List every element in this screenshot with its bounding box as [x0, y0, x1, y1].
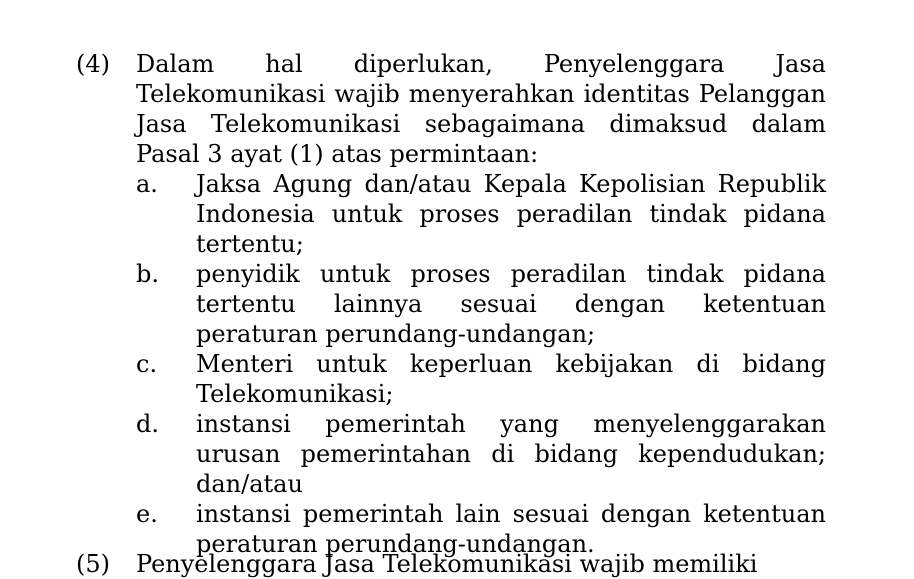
list-text: penyidik untuk proses peradilan tindak pidana tertentu lainnya sesuai dengan ketentuan peraturan perundang-undangan;: [196, 260, 826, 348]
list-text: instansi pemerintah lain sesuai dengan ketentuan peraturan perundang-undangan.: [196, 500, 826, 558]
list-item-b: [136, 259, 826, 349]
list-item-d: [136, 409, 826, 499]
next-clause-number: (5): [76, 550, 110, 578]
list-letter: e.: [136, 500, 158, 528]
list-text: Menteri untuk keperluan kebijakan di bidang Telekomunikasi;: [196, 350, 826, 408]
list-letter: a.: [136, 170, 158, 198]
list-letter: b.: [136, 260, 159, 288]
list-letter: c.: [136, 350, 158, 378]
list-text: Jaksa Agung dan/atau Kepala Kepolisian Republik Indonesia untuk proses peradilan tindak pidana tertentu;: [196, 170, 826, 258]
list-item-a: [136, 169, 826, 259]
clause-number: (4): [76, 50, 110, 78]
next-clause-cutoff: [76, 549, 826, 579]
clause-body: [136, 49, 826, 559]
list-item-c: [136, 349, 826, 409]
next-clause-text: Penyelenggara Jasa Telekomunikasi wajib memiliki: [136, 550, 758, 578]
list-letter: d.: [136, 410, 159, 438]
clause-intro: Dalam hal diperlukan, Penyelenggara Jasa Telekomunikasi wajib menyerahkan identitas Pelanggan Jasa Telekomunikasi sebagaimana dimaksud dalam Pasal 3 ayat (1) atas permintaan:: [136, 50, 826, 168]
clause-list: [136, 169, 826, 559]
list-text: instansi pemerintah yang menyelenggarakan urusan pemerintahan di bidang kependudukan; dan/atau: [196, 410, 826, 498]
